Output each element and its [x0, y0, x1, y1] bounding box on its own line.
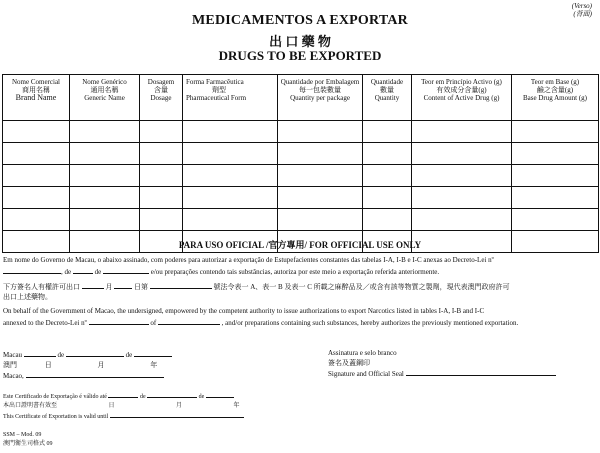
table-row: [3, 121, 599, 143]
table-cell[interactable]: [278, 209, 363, 231]
title-pt: MEDICAMENTOS A EXPORTAR: [192, 13, 408, 28]
table-cell[interactable]: [70, 121, 140, 143]
pt-de-label: , de: [61, 267, 72, 276]
en-date-field[interactable]: [158, 317, 220, 325]
place-year-field[interactable]: [134, 349, 172, 357]
table-cell[interactable]: [363, 209, 412, 231]
table-cell[interactable]: [140, 121, 183, 143]
zh-text-c: 日第: [134, 283, 148, 291]
col-active-drug-content: Teor em Princípio Activo (g) 有效成分含量(g) Content of Active Drug (g): [412, 75, 512, 121]
zh-day-field[interactable]: [114, 281, 132, 289]
authorization-pt-line2: [3, 266, 597, 278]
zh-macau-label: 澳門: [3, 360, 17, 369]
table-cell[interactable]: [140, 209, 183, 231]
table-cell[interactable]: [140, 187, 183, 209]
official-use-heading: PARA USO OFICIAL /官方專用/ FOR OFFICIAL USE ONLY: [178, 240, 422, 250]
place-date-block: [3, 349, 233, 382]
authorization-en-line2: [3, 317, 597, 329]
table-cell[interactable]: [140, 143, 183, 165]
decree-number-field[interactable]: [3, 266, 61, 274]
en-text-b: annexed to the Decreto-Lei nº: [3, 318, 87, 327]
form-id-line2: 澳門衛生司格式 09: [3, 441, 53, 447]
table-cell[interactable]: [363, 165, 412, 187]
table-cell[interactable]: [3, 165, 70, 187]
validity-zh-year: 年: [233, 403, 240, 409]
col-dosage: Dosagem 含量 Dosage: [140, 75, 183, 121]
col-pharmaceutical-form: Forma Farmacêutica 劑型 Pharmaceutical Form: [183, 75, 278, 121]
authorization-en-line1: On behalf of the Government of Macao, the undersigned, empowered by the competent authority to issue authorizations to export Narcotics listed in tables I-A, I-B and I-C: [3, 307, 485, 315]
validity-en: [3, 411, 303, 422]
table-cell[interactable]: [512, 143, 599, 165]
table-cell[interactable]: [412, 143, 512, 165]
validity-year-field[interactable]: [206, 391, 234, 398]
pt-text-end: e/ou preparações contendo tais substâncias, autoriza por este meio a exportação referida anteriormente.: [150, 267, 440, 276]
place-date-zh: [3, 361, 233, 371]
signature-en-line: [328, 368, 596, 380]
col-base-drug-amount: Teor em Base (g) 鹼之含量(g) Base Drug Amount (g): [512, 75, 599, 121]
zh-month-field[interactable]: [82, 281, 104, 289]
table-cell[interactable]: [183, 143, 278, 165]
place-date-en: [3, 370, 233, 382]
validity-zh-month: 月: [176, 403, 183, 409]
table-cell[interactable]: [412, 187, 512, 209]
validity-de-label-2: de: [198, 394, 205, 400]
table-cell[interactable]: [70, 143, 140, 165]
table-cell[interactable]: [183, 121, 278, 143]
validity-zh-label: 本出口證明書有效至: [3, 403, 58, 409]
validity-day-field[interactable]: [108, 391, 138, 398]
zh-text-a: 下方簽名人有權許可出口: [3, 283, 80, 291]
verso-zh: (背面): [573, 10, 592, 18]
en-decree-field[interactable]: [89, 317, 149, 325]
form-id: [3, 431, 597, 449]
validity-en-field[interactable]: [110, 411, 244, 418]
validity-pt-label: Este Certificado de Exportação é válido até: [3, 394, 107, 400]
signature-block: [328, 349, 596, 380]
table-cell[interactable]: [278, 187, 363, 209]
col-brand-name: Nome Comercial 商用名稱 Brand Name: [3, 75, 70, 121]
validity-zh: [3, 402, 303, 411]
authorization-en: [3, 307, 597, 328]
en-text-c: of: [150, 318, 157, 327]
table-cell[interactable]: [512, 121, 599, 143]
table-cell[interactable]: [363, 121, 412, 143]
table-row: [3, 209, 599, 231]
table-cell[interactable]: [183, 209, 278, 231]
drugs-table: [2, 74, 599, 253]
place-day-field[interactable]: [24, 349, 56, 357]
table-cell[interactable]: [3, 209, 70, 231]
table-cell[interactable]: [363, 143, 412, 165]
validity-en-label: This Certificate of Exportation is valid until: [3, 414, 109, 420]
table-cell[interactable]: [412, 121, 512, 143]
signature-zh: 簽名及蓋鋼印: [328, 358, 370, 367]
macao-date-field[interactable]: [26, 370, 164, 378]
table-cell[interactable]: [278, 143, 363, 165]
table-cell[interactable]: [412, 165, 512, 187]
zh-text-d: 號法令表一 A、表一 B 及表一 C 所載之麻醉品及／或含有該等物質之製劑，現代表澳門政府許可: [213, 283, 510, 291]
zh-day-label: 日: [44, 360, 52, 369]
table-header-row: [3, 75, 599, 121]
validity-zh-day: 日: [108, 403, 115, 409]
table-cell[interactable]: [278, 121, 363, 143]
validity-block: [3, 391, 303, 422]
macau-label: Macau: [3, 351, 23, 359]
zh-month-label: 月: [97, 360, 105, 369]
table-cell[interactable]: [3, 143, 70, 165]
table-cell[interactable]: [70, 187, 140, 209]
verso-pt: (Verso): [571, 2, 592, 10]
place-de-label-2: de: [125, 351, 133, 359]
table-row: [3, 165, 599, 187]
table-cell[interactable]: [3, 187, 70, 209]
en-text-d: , and/or preparations containing such substances, hereby authorizes the previously mentioned exportation.: [221, 318, 519, 327]
authorization-pt: [3, 256, 597, 277]
table-cell[interactable]: [363, 187, 412, 209]
table-row: [3, 143, 599, 165]
title-en: DRUGS TO BE EXPORTED: [218, 48, 382, 63]
macao-label: Macao,: [3, 372, 24, 380]
place-date-pt: [3, 349, 233, 361]
place-de-label: de: [57, 351, 65, 359]
col-quantity: Quantidade 數量 Quantity: [363, 75, 412, 121]
table-cell[interactable]: [70, 209, 140, 231]
authorization-zh-line1: [3, 281, 597, 293]
decree-day-field[interactable]: [73, 266, 93, 274]
table-row: [3, 187, 599, 209]
table-cell[interactable]: [140, 165, 183, 187]
table-cell[interactable]: [412, 209, 512, 231]
title-zh: 出 口 藥 物: [269, 34, 331, 49]
table-cell[interactable]: [512, 209, 599, 231]
validity-de-label: de: [139, 394, 146, 400]
authorization-zh: [3, 281, 597, 302]
validity-month-field[interactable]: [147, 391, 197, 398]
form-id-line1: SSM – Mod. 09: [3, 432, 42, 438]
zh-text-b: 月: [105, 283, 113, 291]
table-cell[interactable]: [70, 165, 140, 187]
table-cell[interactable]: [512, 165, 599, 187]
decree-month-field[interactable]: [103, 266, 149, 274]
table-cell[interactable]: [183, 187, 278, 209]
table-cell[interactable]: [278, 165, 363, 187]
table-cell[interactable]: [3, 121, 70, 143]
pt-de-label-2: de: [94, 267, 102, 276]
col-generic-name: Nome Genérico 通用名稱 Generic Name: [70, 75, 140, 121]
authorization-zh-line2: 出口上述藥物。: [3, 292, 52, 301]
table-cell[interactable]: [183, 165, 278, 187]
zh-decree-field[interactable]: [150, 281, 212, 289]
signature-field[interactable]: [406, 368, 556, 376]
signature-pt: Assinatura e selo branco: [328, 349, 397, 357]
validity-pt: [3, 391, 303, 402]
authorization-pt-line1: Em nome do Governo de Macau, o abaixo assinado, com poderes para autorizar a exportação de Estupefacientes constantes das tabelas I-A, I-B e I-C anexas ao Decreto-Lei nº: [3, 256, 494, 264]
table-cell[interactable]: [512, 187, 599, 209]
zh-year-label: 年: [150, 360, 158, 369]
signature-en: Signature and Official Seal: [328, 370, 404, 378]
col-quantity-per-package: Quantidade por Embalagem 每一包裝數量 Quantity per package: [278, 75, 363, 121]
place-month-field[interactable]: [66, 349, 124, 357]
